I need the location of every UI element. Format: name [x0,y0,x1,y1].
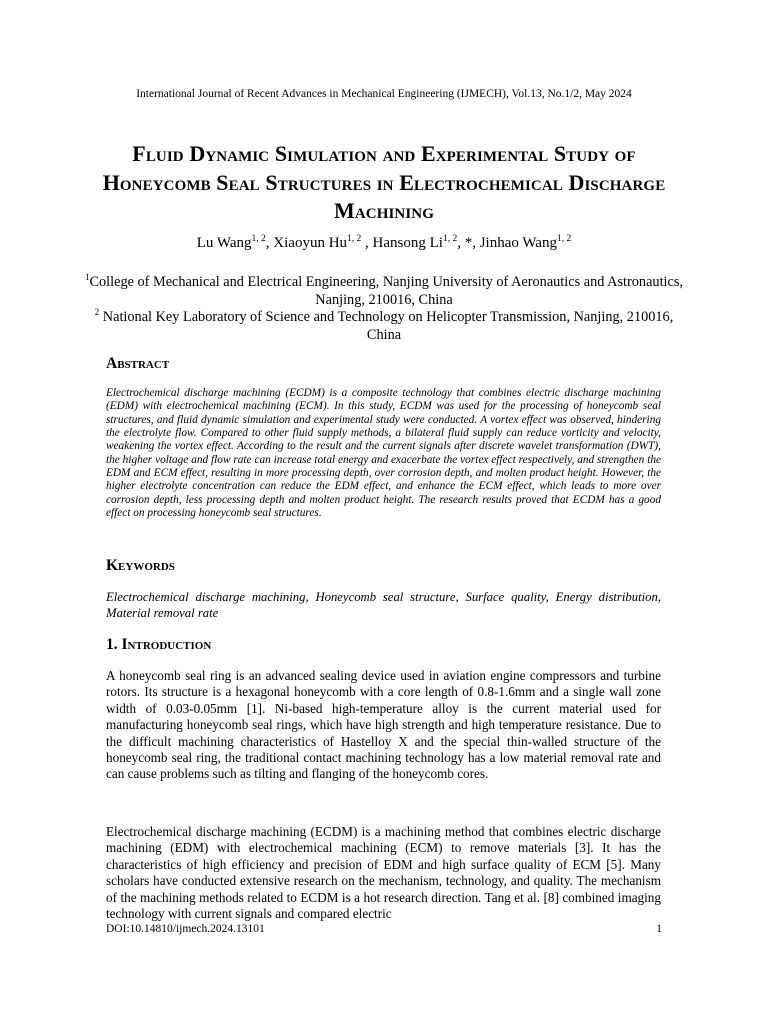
author-affiliation-mark: 1, 2 [442,234,458,244]
author-separator: , [265,235,274,251]
affiliation-text: National Key Laboratory of Science and Technology on Helicopter Transmission, Nanjing, 210016, China [99,309,674,343]
footer-doi: DOI:10.14810/ijmech.2024.13101 [106,923,265,935]
author-separator: , *, [457,235,480,251]
affiliation-mark: 2 [94,307,100,317]
introduction-heading: 1. Introduction [106,636,212,653]
author-separator: , [361,235,373,251]
author-affiliation-mark: 1, 2 [251,234,266,244]
affiliation-2 [80,304,688,344]
abstract-text: Electrochemical discharge machining (ECDM) is a composite technology that combines electric discharge machining (EDM) with electrochemical machining (ECM). In this study, ECDM was used for the processing of honeycomb seal structures, and fluid dynamic simulation and experimental study were conducted. A vortex effect was observed, hindering the electrolyte flow. Compared to other fluid supply methods, a bilateral fluid supply can reduce vorticity and velocity, weakening the vortex effect. According to the result and the current signals after discrete wavelet transformation (DWT), the higher voltage and flow rate can increase total energy and exacerbate the vortex effect respectively, and strengthen the EDM and ECM effect, resulting in more processing depth, over corrosion depth, and molten product height. However, the higher electrolyte concentration can reduce the EDM effect, and enhance the ECM effect, which leads to more over corrosion depth, less processing depth and molten product height. The research results proved that ECDM has a good effect on processing honeycomb seal structures. [106,387,661,520]
affiliation-1 [80,269,688,309]
author-name: Xiaoyun Hu [273,235,348,251]
page-number: 1 [656,923,662,935]
author-name: Hansong Li [372,235,443,251]
keywords-text: Electrochemical discharge machining, Honeycomb seal structure, Surface quality, Energy distribution, Material removal rate [106,590,661,620]
affiliation-text: College of Mechanical and Electrical Engineering, Nanjing University of Aeronautics and Astronautics, Nanjing, 210016, China [89,274,684,308]
author-affiliation-mark: 1, 2 [347,234,362,244]
introduction-paragraph-2: Electrochemical discharge machining (ECDM) is a machining method that combines electric discharge machining (EDM) with electrochemical machining (ECM) to remove materials [3]. It has the characteristics of high efficiency and precision of EDM and high surface quality of ECM [5]. Many scholars have conducted extensive research on the mechanism, technology, and quality. The mechanism of the machining methods related to ECDM is a hot research direction. Tang et al. [8] combined imaging technology with current signals and compared electric [106,824,661,922]
affiliation-mark: 1 [84,272,90,282]
author-name: Jinhao Wang [479,235,557,251]
running-head: International Journal of Recent Advances in Mechanical Engineering (IJMECH), Vol.13, No.1/2, May 2024 [136,88,632,100]
author-list [0,234,768,252]
abstract-heading: Abstract [106,355,170,372]
author-affiliation-mark: 1, 2 [556,234,572,244]
introduction-paragraph-1: A honeycomb seal ring is an advanced sealing device used in aviation engine compressors and turbine rotors. Its structure is a hexagonal honeycomb with a core length of 0.8-1.6mm and a single wall zone width of 0.03-0.05mm [1]. Ni-based high-temperature alloy is the current material used for manufacturing honeycomb seal rings, which have high strength and high temperature resistance. Due to the difficult machining characteristics of Hastelloy X and the special thin-walled structure of the honeycomb seal ring, the traditional contact machining technology has a low material removal rate and can cause problems such as tilting and flanging of the honeycomb cores. [106,668,661,782]
author-name: Lu Wang [196,235,252,251]
paper-title: Fluid Dynamic Simulation and Experimental Study of Honeycomb Seal Structures in Electrochemical Discharge Machining [102,141,666,223]
keywords-heading: Keywords [106,557,175,574]
